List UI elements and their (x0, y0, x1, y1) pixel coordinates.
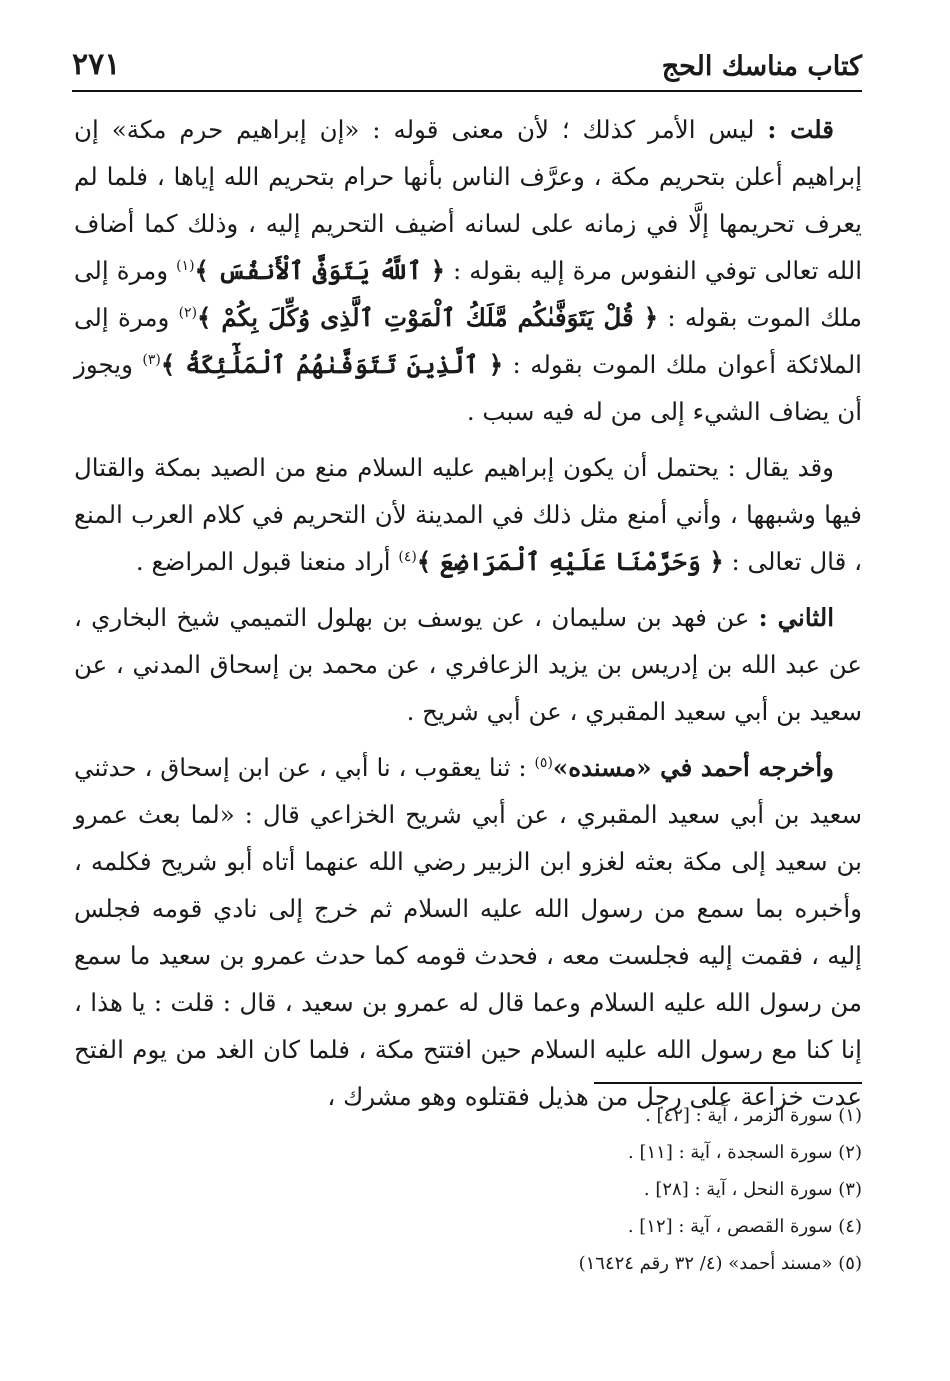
header-divider (72, 90, 862, 92)
text-run: أراد منعنا قبول المراضع . (135, 547, 399, 576)
quran-verse: ﴿ ٱلَّذِينَ تَتَوَفَّىٰهُمُ ٱلْمَلَٰٓئِكَةُ ﴾ (160, 350, 504, 379)
page-header (72, 38, 862, 82)
footnote-marker: (١) (176, 257, 195, 274)
footnotes (420, 1097, 862, 1282)
paragraph (74, 106, 862, 435)
footnote-item: (٣) سورة النحل ، آية : [٢٨] . (643, 1179, 862, 1200)
quran-verse: ﴿ وَحَرَّمْنَا عَلَيْهِ ٱلْمَرَاضِعَ ﴾ (416, 547, 724, 576)
paragraph-lead: قلت : (767, 115, 834, 144)
footnote-divider (594, 1082, 862, 1084)
paragraph (74, 444, 862, 585)
footnote-item: (١) سورة الزمر ، آية : [٤٢] . (645, 1105, 862, 1126)
footnote-marker: (٥) (534, 754, 553, 771)
footnote-item: (٢) سورة السجدة ، آية : [١١] . (628, 1142, 862, 1163)
text-run: ومرة إلى ملك الموت بقوله : (74, 256, 862, 332)
book-title: كتاب مناسك الحج (661, 51, 862, 82)
text-run: : ثنا يعقوب ، نا أبي ، عن ابن إسحاق ، حدثني سعيد بن أبي سعيد المقبري ، عن أبي شريح الخزاعي قال : «لما بعث عمرو بن سعيد إلى مكة بعثه لغزو ابن الزبير رضي الله عنهما أتاه أبو شريح فكلمه ، وأخبره بما سمع من رسول الله عليه السلام ثم خرج إلى نادي قومه فجلس إليه ، فقمت إليه فجلست معه ، فحدث قومه كما حدث عمرو بن سعيد ما سمع من رسول الله عليه السلام وعما قال له عمرو بن سعيد ، قال : قلت : يا هذا ، إنا كنا مع رسول الله عليه السلام حين افتتح مكة ، فلما كان الغد من يوم الفتح عدت خزاعة على رجل من هذيل فقتلوه وهو مشرك ، (74, 753, 862, 1111)
paragraph-lead: وأخرجه أحمد في «مسنده» (552, 753, 834, 782)
footnote-marker: (٣) (142, 351, 161, 368)
text-run: وقد يقال : يحتمل أن يكون إبراهيم عليه السلام منع من الصيد بمكة والقتال فيها وشبهها ، وأني أمنع مثل ذلك في المدينة لأن التحريم في كلام العرب المنع ، قال تعالى : (74, 453, 862, 576)
quran-verse: ﴿ قُلْ يَتَوَفَّىٰكُم مَّلَكُ ٱلْمَوْتِ ٱلَّذِى وُكِّلَ بِكُمْ ﴾ (197, 303, 659, 332)
paragraph-lead: الثاني : (758, 603, 834, 632)
footnote-marker: (٢) (178, 304, 198, 321)
text-run: ليس الأمر كذلك ؛ لأن معنى قوله : «إن إبراهيم حرم مكة» إن إبراهيم أعلن بتحريم مكة ، وعرَّف الناس بأنها حرام بتحريم الله إياها ، فلما لم يعرف تحريمها إلَّا في زمانه على لسانه أضيف التحريم إليه ، وذلك كما أضاف الله تعالى توفي النفوس مرة إليه بقوله : (74, 115, 862, 285)
footnote-marker: (٤) (398, 548, 417, 565)
main-text (74, 106, 862, 1129)
paragraph (74, 594, 862, 735)
text-run: ومرة إلى الملائكة أعوان ملك الموت بقوله : (74, 303, 862, 379)
footnote-item: (٥) «مسند أحمد» (٤/ ٣٢ رقم ١٦٤٢٤) (578, 1253, 862, 1274)
text-run: عن فهد بن سليمان ، عن يوسف بن بهلول التميمي شيخ البخاري ، عن عبد الله بن إدريس بن يزيد الزعافري ، عن محمد بن إسحاق المدني ، عن سعيد بن أبي سعيد المقبري ، عن أبي شريح . (74, 603, 862, 726)
text-run: ويجوز أن يضاف الشيء إلى من له فيه سبب . (74, 350, 862, 426)
paragraph (74, 744, 862, 1120)
footnote-item: (٤) سورة القصص ، آية : [١٢] . (627, 1216, 862, 1237)
page-number: ٢٧١ (72, 47, 121, 82)
quran-verse: ﴿ ٱللَّهُ يَتَوَفَّى ٱلْأَنفُسَ ﴾ (194, 256, 445, 285)
